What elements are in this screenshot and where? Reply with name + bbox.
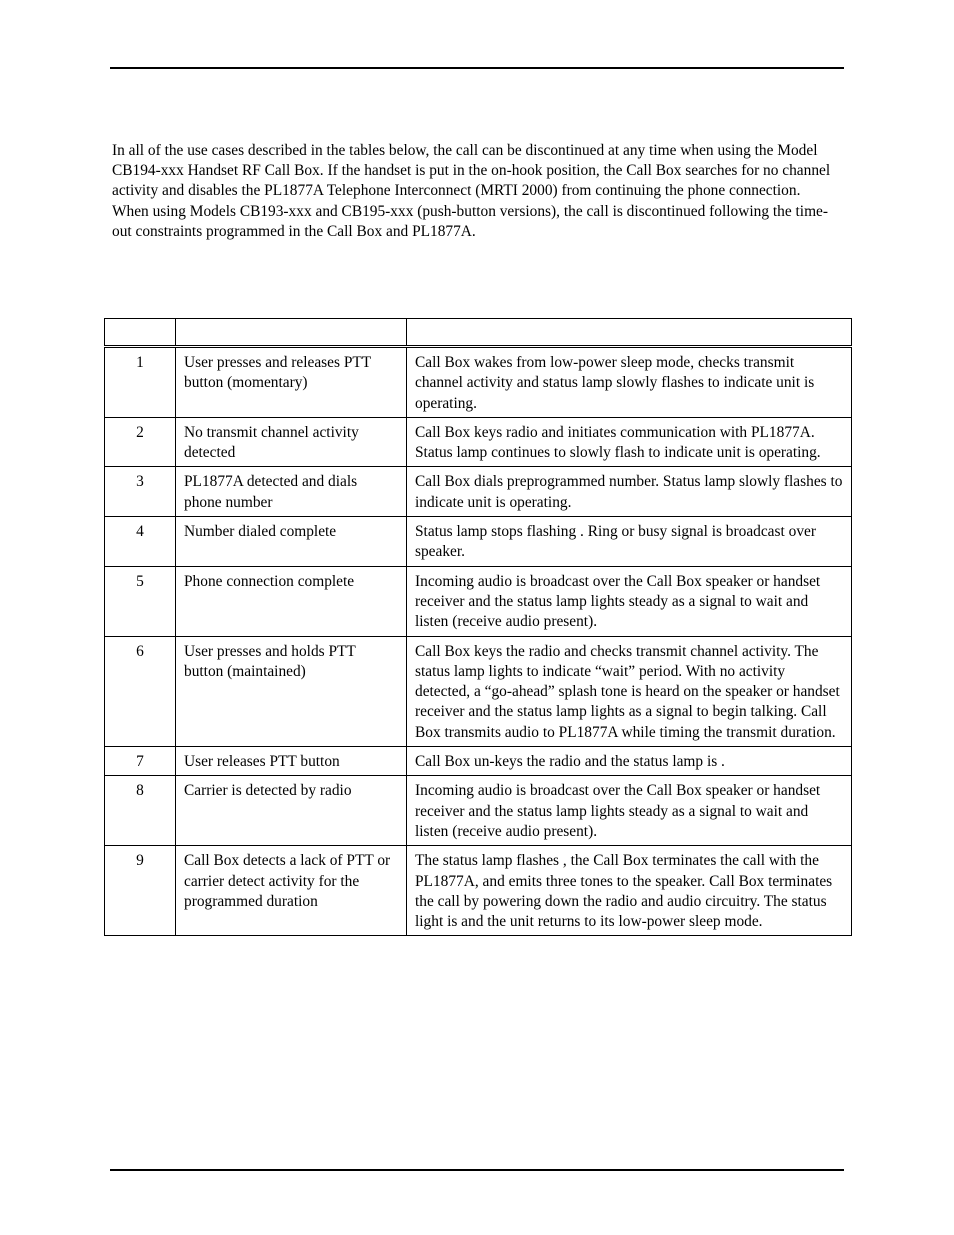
- step-event: Carrier is detected by radio: [176, 776, 407, 846]
- header-rule: [110, 67, 844, 69]
- intro-paragraph: In all of the use cases described in the tables below, the call can be discontinued at any time when using the Model CB194-xxx Handset RF Call Box. If the handset is put in the on-hook position, the Call Box searches for no channel activity and disables the PL1877A Telephone Interconnect (MRTI 2000) from continuing the phone connection. When using Models CB193-xxx and CB195-xxx (push-button versions), the call is discontinued following the time-out constraints programmed in the Call Box and PL1877A.: [112, 142, 831, 240]
- table-row: [105, 517, 852, 567]
- footer-rule: [110, 1169, 844, 1171]
- step-result: Call Box dials preprogrammed number. Status lamp slowly flashes to indicate unit is operating.: [407, 467, 852, 517]
- step-event: No transmit channel activity detected: [176, 417, 407, 467]
- header-step: [105, 319, 176, 347]
- table-row: [105, 417, 852, 467]
- table-row: [105, 566, 852, 636]
- table-header-row: [105, 319, 852, 347]
- step-result: Call Box keys radio and initiates communication with PL1877A. Status lamp continues to slowly flash to indicate unit is operating.: [407, 417, 852, 467]
- step-result: Incoming audio is broadcast over the Call Box speaker or handset receiver and the status lamp lights steady as a signal to wait and listen (receive audio present).: [407, 776, 852, 846]
- step-event: User presses and releases PTT button (momentary): [176, 347, 407, 418]
- header-result: [407, 319, 852, 347]
- table-row: [105, 776, 852, 846]
- step-number: 7: [105, 747, 176, 776]
- step-result: The status lamp flashes , the Call Box terminates the call with the PL1877A, and emits three tones to the speaker. Call Box terminates the call by powering down the radio and audio circuitry. The status light is and the unit returns to its low-power sleep mode.: [407, 846, 852, 936]
- table-row: [105, 636, 852, 746]
- step-event: User presses and holds PTT button (maintained): [176, 636, 407, 746]
- step-result: Call Box un-keys the radio and the status lamp is .: [407, 747, 852, 776]
- step-event: User releases PTT button: [176, 747, 407, 776]
- table-row: [105, 846, 852, 936]
- table-row: [105, 347, 852, 418]
- step-result: Call Box wakes from low-power sleep mode, checks transmit channel activity and status lamp slowly flashes to indicate unit is operating.: [407, 347, 852, 418]
- step-event: Call Box detects a lack of PTT or carrier detect activity for the programmed duration: [176, 846, 407, 936]
- step-number: 4: [105, 517, 176, 567]
- step-event: PL1877A detected and dials phone number: [176, 467, 407, 517]
- step-number: 3: [105, 467, 176, 517]
- table-row: [105, 467, 852, 517]
- step-number: 9: [105, 846, 176, 936]
- step-number: 6: [105, 636, 176, 746]
- step-result: Call Box keys the radio and checks transmit channel activity. The status lamp lights to indicate “wait” period. With no activity detected, a “go-ahead” splash tone is heard on the speaker or handset receiver and the status lamp lights as a signal to begin talking. Call Box transmits audio to PL1877A while timing the transmit duration.: [407, 636, 852, 746]
- step-number: 2: [105, 417, 176, 467]
- step-number: 1: [105, 347, 176, 418]
- header-event: [176, 319, 407, 347]
- use-case-table: [104, 318, 852, 936]
- step-number: 8: [105, 776, 176, 846]
- table-row: [105, 747, 852, 776]
- step-event: Phone connection complete: [176, 566, 407, 636]
- step-event: Number dialed complete: [176, 517, 407, 567]
- step-result: Status lamp stops flashing . Ring or busy signal is broadcast over speaker.: [407, 517, 852, 567]
- step-number: 5: [105, 566, 176, 636]
- step-result: Incoming audio is broadcast over the Call Box speaker or handset receiver and the status lamp lights steady as a signal to wait and listen (receive audio present).: [407, 566, 852, 636]
